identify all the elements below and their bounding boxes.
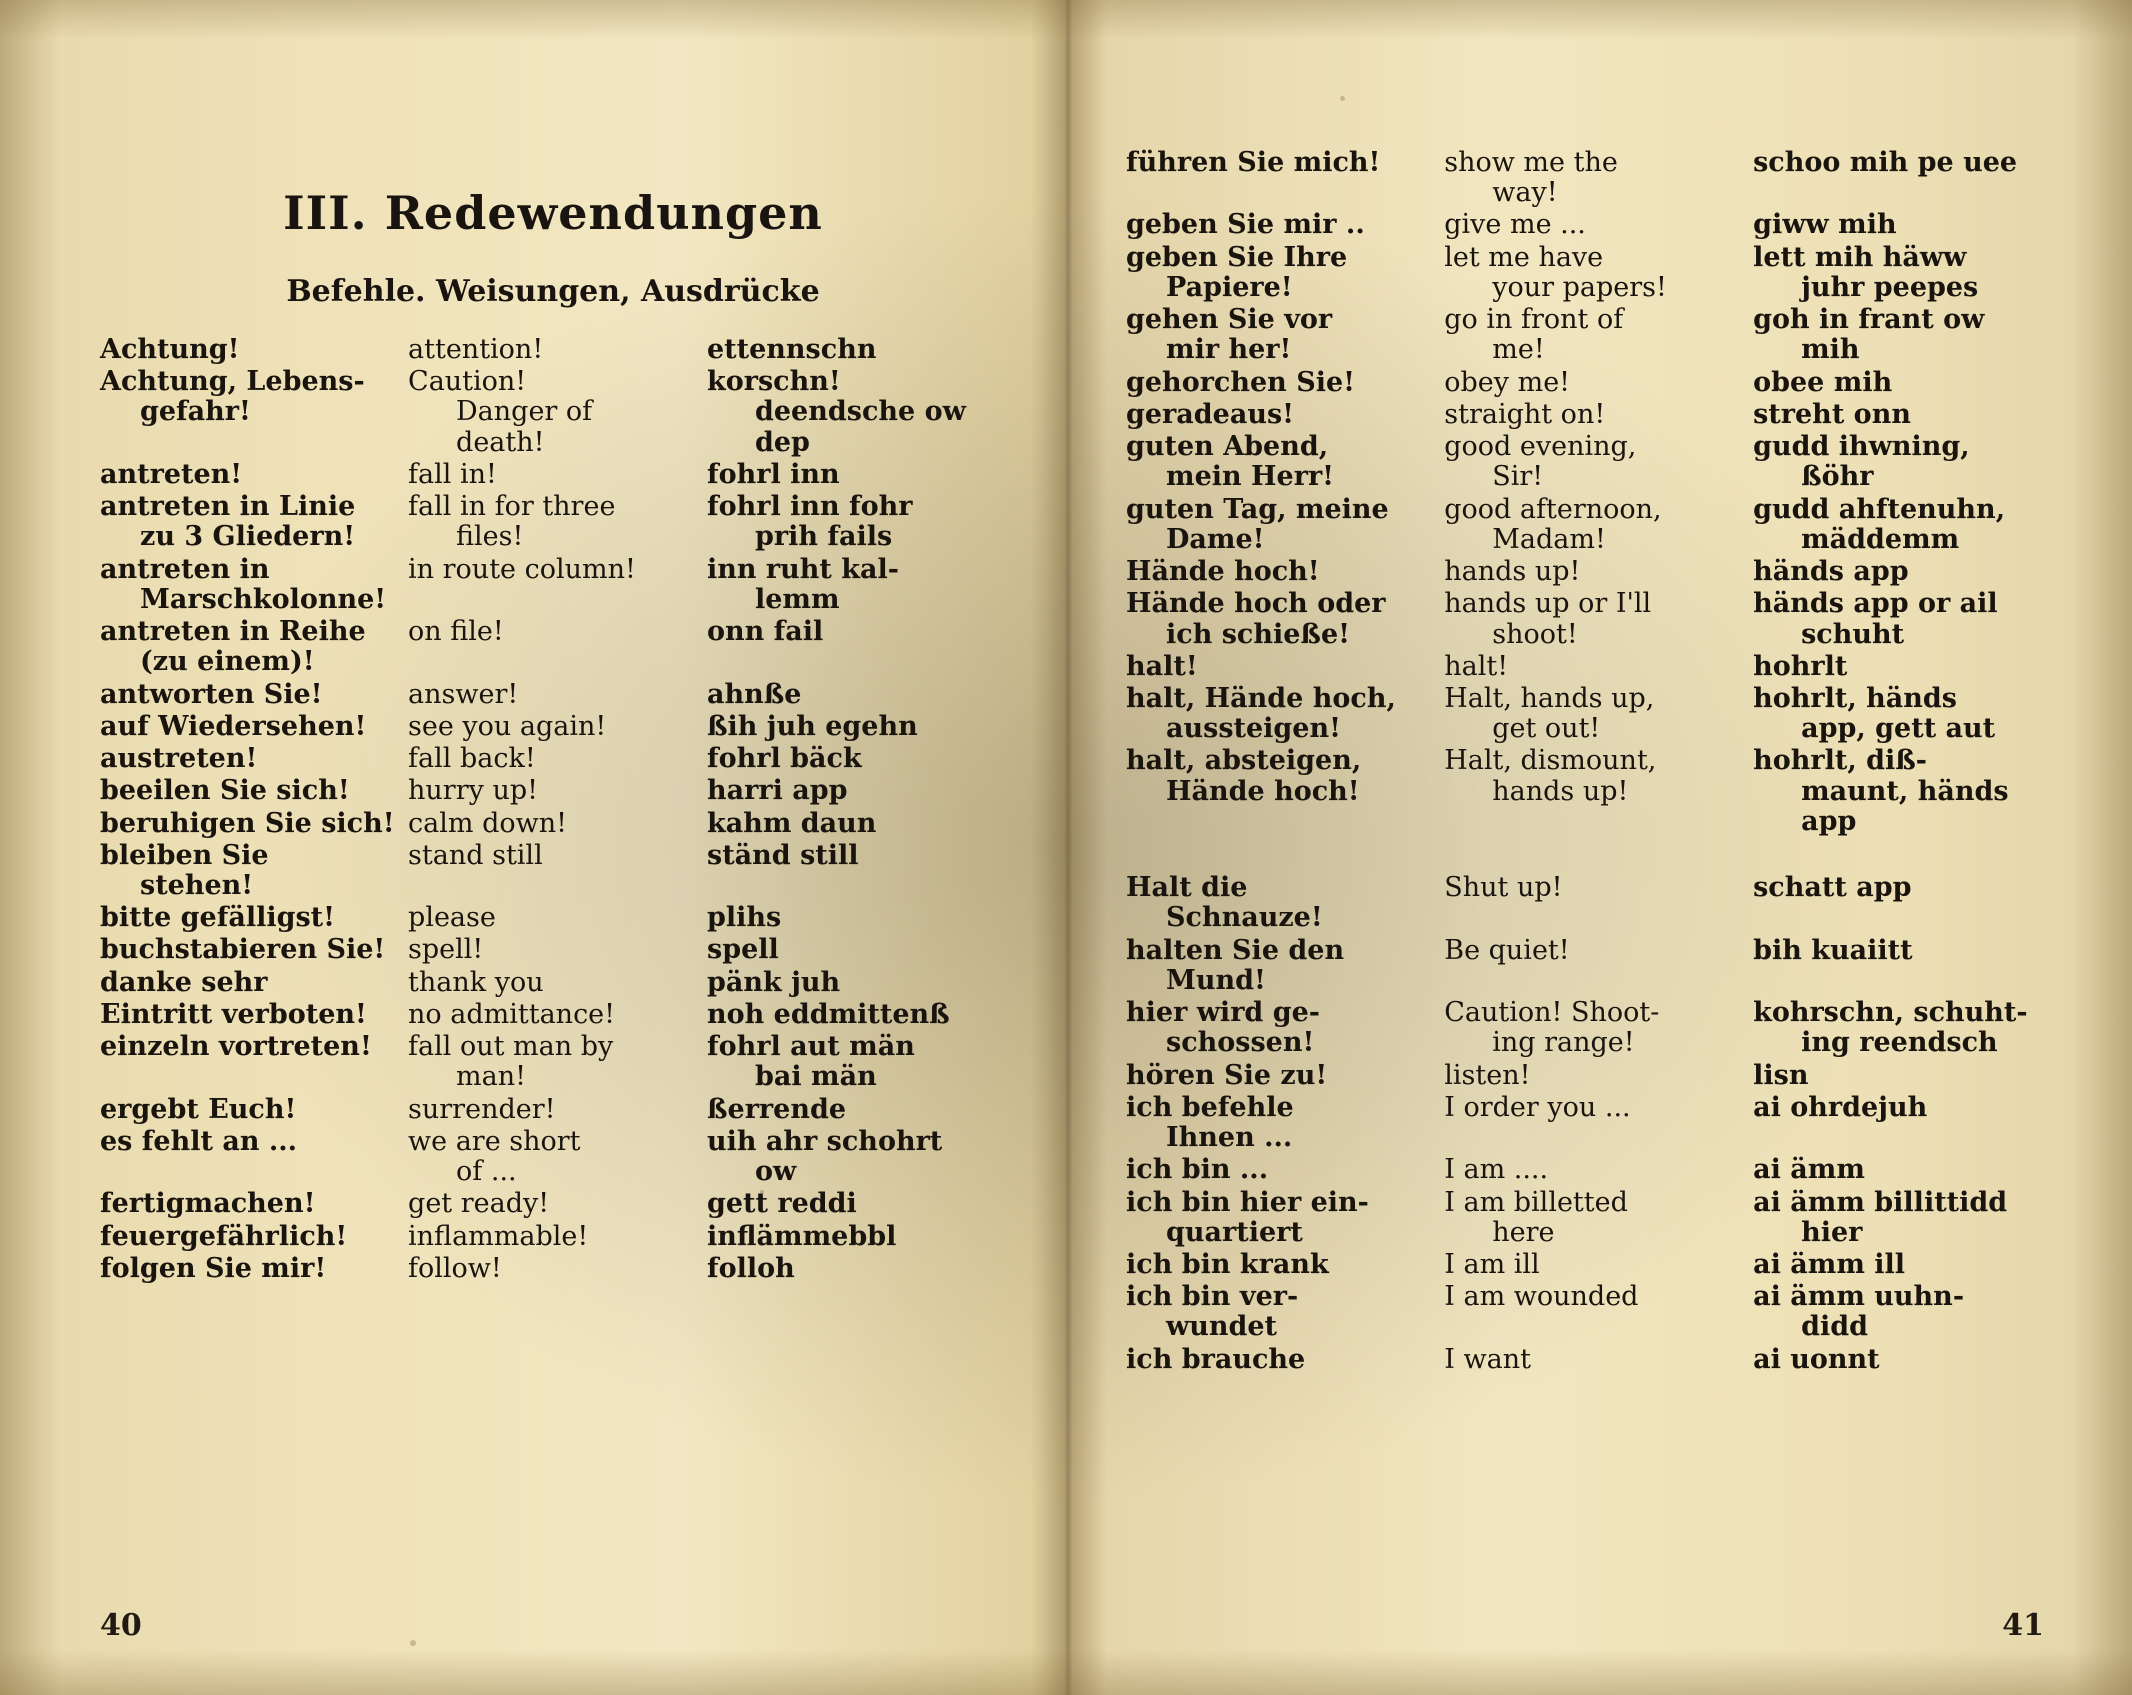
phrase-english: I am billetted here bbox=[1444, 1186, 1628, 1248]
phrase-row bbox=[100, 1254, 1006, 1284]
phrase-german: antreten in Marschkolonne! bbox=[100, 553, 387, 615]
phrase-english: hurry up! bbox=[408, 775, 538, 807]
phrase-row bbox=[1126, 1345, 2062, 1375]
phrase-german: guten Tag, meine Dame! bbox=[1126, 493, 1389, 555]
phrase-english: no admittance! bbox=[408, 998, 616, 1030]
section-gap bbox=[1126, 839, 2062, 873]
phrase-row bbox=[1126, 1093, 2062, 1153]
phrase-pronunciation: noh eddmittenß bbox=[707, 998, 950, 1030]
phrase-german: antreten in Reihe (zu einem)! bbox=[100, 616, 366, 678]
phrase-pronunciation: fohrl inn bbox=[707, 458, 840, 490]
phrase-pronunciation: schatt app bbox=[1753, 872, 1912, 904]
phrase-pronunciation: hohrlt bbox=[1753, 650, 1848, 682]
phrase-pronunciation: gudd ihwning, ßöhr bbox=[1753, 431, 1970, 493]
phrase-german: fertigmachen! bbox=[100, 1188, 316, 1220]
phrase-english: halt! bbox=[1444, 650, 1509, 682]
phrase-english: I am ill bbox=[1444, 1248, 1540, 1280]
phrase-german: feuergefährlich! bbox=[100, 1220, 348, 1252]
phrase-row bbox=[1126, 998, 2062, 1058]
phrase-pronunciation: bih kuaiitt bbox=[1753, 934, 1913, 966]
phrase-pronunciation: ai ämm bbox=[1753, 1154, 1865, 1186]
phrase-pronunciation: gudd ahftenuhn, mäddemm bbox=[1753, 493, 2006, 555]
phrase-german: Eintritt verboten! bbox=[100, 998, 367, 1030]
phrase-row bbox=[1126, 210, 2062, 240]
phrase-pronunciation: korschn! deendsche ow dep bbox=[707, 366, 966, 458]
phrase-german: guten Abend, mein Herr! bbox=[1126, 431, 1335, 493]
phrase-row bbox=[100, 1032, 1006, 1092]
phrase-english: calm down! bbox=[408, 807, 567, 839]
phrase-pronunciation: pänk juh bbox=[707, 966, 841, 998]
phrase-german: hören Sie zu! bbox=[1126, 1059, 1328, 1091]
phrase-english: go in front of me! bbox=[1444, 304, 1624, 366]
phrase-english: I am wounded bbox=[1444, 1281, 1639, 1313]
phrase-row bbox=[100, 968, 1006, 998]
phrase-german: ergebt Euch! bbox=[100, 1093, 297, 1125]
phrase-english: fall in for three files! bbox=[408, 491, 616, 553]
phrase-english: on file! bbox=[408, 616, 504, 648]
phrase-pronunciation: schoo mih pe uee bbox=[1753, 147, 2018, 178]
phrase-german: danke sehr bbox=[100, 966, 268, 998]
phrase-row bbox=[1126, 557, 2062, 587]
phrase-pronunciation: lett mih häww juhr peepes bbox=[1753, 241, 1979, 303]
phrase-row bbox=[100, 712, 1006, 742]
phrase-german: führen Sie mich! bbox=[1126, 147, 1381, 178]
phrase-pronunciation: streht onn bbox=[1753, 398, 1911, 430]
phrase-english: answer! bbox=[408, 678, 519, 710]
phrase-english: spell! bbox=[408, 934, 484, 966]
phrase-row bbox=[1126, 873, 2062, 933]
phrase-row bbox=[100, 335, 1006, 365]
phrase-row bbox=[1126, 1250, 2062, 1280]
phrase-english: I am .... bbox=[1444, 1154, 1549, 1186]
phrase-english: attention! bbox=[408, 334, 544, 365]
phrase-row bbox=[1126, 936, 2062, 996]
phrase-row bbox=[100, 555, 1006, 615]
phrase-german: einzeln vortreten! bbox=[100, 1031, 372, 1063]
phrase-row bbox=[100, 492, 1006, 552]
phrase-row bbox=[100, 367, 1006, 458]
phrase-german: buchstabieren Sie! bbox=[100, 934, 386, 966]
phrase-row bbox=[100, 460, 1006, 490]
phrase-row bbox=[1126, 652, 2062, 682]
phrase-german: beeilen Sie sich! bbox=[100, 775, 350, 807]
page-title: III. Redewendungen bbox=[283, 186, 823, 240]
phrase-pronunciation: folloh bbox=[707, 1252, 795, 1284]
phrase-row bbox=[1126, 684, 2062, 744]
phrase-pronunciation: plihs bbox=[707, 902, 782, 934]
phrase-english: let me have your papers! bbox=[1444, 241, 1667, 303]
phrase-english: fall in! bbox=[408, 458, 497, 490]
phrase-english: follow! bbox=[408, 1252, 502, 1284]
phrase-pronunciation: hohrlt, händs app, gett aut bbox=[1753, 682, 1996, 745]
phrase-english: in route column! bbox=[408, 553, 636, 585]
phrase-english: show me the way! bbox=[1444, 147, 1618, 209]
phrase-german: gehorchen Sie! bbox=[1126, 366, 1355, 398]
phrase-german: geradeaus! bbox=[1126, 398, 1295, 430]
phrase-pronunciation: fohrl inn fohr prih fails bbox=[707, 491, 913, 553]
phrase-pronunciation: inflämmebbl bbox=[707, 1220, 897, 1252]
phrase-english: Caution! Shoot- ing range! bbox=[1444, 997, 1660, 1059]
phrase-pronunciation: ai ämm ill bbox=[1753, 1248, 1906, 1280]
page-number-left: 40 bbox=[100, 1608, 142, 1643]
page-number-right: 41 bbox=[2002, 1608, 2044, 1643]
phrase-german: ich bin krank bbox=[1126, 1248, 1329, 1280]
phrase-english: hands up! bbox=[1444, 556, 1581, 588]
phrase-row bbox=[1126, 243, 2062, 303]
phrase-german: es fehlt an ... bbox=[100, 1125, 298, 1157]
phrase-pronunciation: ßerrende bbox=[707, 1093, 847, 1125]
phrase-english: I order you ... bbox=[1444, 1091, 1631, 1123]
phrase-row bbox=[100, 841, 1006, 901]
phrase-row bbox=[1126, 1155, 2062, 1185]
phrase-english: surrender! bbox=[408, 1093, 556, 1125]
phrase-pronunciation: ßih juh egehn bbox=[707, 710, 918, 742]
phrase-row bbox=[100, 1127, 1006, 1187]
phrase-row bbox=[1126, 148, 2062, 208]
phrase-row bbox=[1126, 400, 2062, 430]
phrase-german: ich bin ver- wundet bbox=[1126, 1281, 1299, 1343]
phrase-row bbox=[1126, 1061, 2062, 1091]
phrase-pronunciation: gett reddi bbox=[707, 1188, 857, 1220]
phrase-row bbox=[1126, 432, 2062, 492]
phrase-english: Shut up! bbox=[1444, 872, 1563, 904]
phrase-english: hands up or I'll shoot! bbox=[1444, 588, 1652, 650]
phrase-list-right bbox=[1126, 148, 2062, 1375]
phrase-pronunciation: harri app bbox=[707, 775, 848, 807]
phrase-pronunciation: kahm daun bbox=[707, 807, 877, 839]
phrase-english: we are short of ... bbox=[408, 1125, 581, 1188]
phrase-pronunciation: ai uonnt bbox=[1753, 1343, 1880, 1375]
phrase-german: ich befehle Ihnen ... bbox=[1126, 1091, 1294, 1154]
page-subtitle: Befehle. Weisungen, Ausdrücke bbox=[286, 274, 820, 309]
phrase-english: Halt, hands up, get out! bbox=[1444, 682, 1655, 745]
phrase-german: ich brauche bbox=[1126, 1343, 1306, 1375]
phrase-pronunciation: giww mih bbox=[1753, 209, 1897, 241]
phrase-german: Achtung! bbox=[100, 334, 240, 365]
phrase-english: stand still bbox=[408, 839, 543, 871]
phrase-row bbox=[100, 809, 1006, 839]
phrase-row bbox=[100, 680, 1006, 710]
phrase-german: antreten! bbox=[100, 458, 243, 490]
phrase-row bbox=[100, 1000, 1006, 1030]
phrase-german: Achtung, Lebens- gefahr! bbox=[100, 366, 365, 428]
phrase-pronunciation: händs app bbox=[1753, 556, 1909, 588]
phrase-row bbox=[1126, 589, 2062, 649]
phrase-row bbox=[1126, 1188, 2062, 1248]
phrase-german: ich bin hier ein- quartiert bbox=[1126, 1186, 1369, 1248]
phrase-german: halten Sie den Mund! bbox=[1126, 934, 1345, 996]
phrase-german: geben Sie mir .. bbox=[1126, 209, 1365, 241]
phrase-german: folgen Sie mir! bbox=[100, 1252, 327, 1284]
phrase-pronunciation: ettennschn bbox=[707, 334, 877, 365]
phrase-english: I want bbox=[1444, 1343, 1531, 1375]
phrase-german: halt, Hände hoch, aussteigen! bbox=[1126, 682, 1396, 745]
phrase-row bbox=[100, 1095, 1006, 1125]
phrase-pronunciation: lisn bbox=[1753, 1059, 1809, 1091]
phrase-english: obey me! bbox=[1444, 366, 1571, 398]
phrase-german: Hände hoch oder ich schieße! bbox=[1126, 588, 1386, 650]
phrase-pronunciation: ständ still bbox=[707, 839, 859, 871]
phrase-pronunciation: händs app or ail schuht bbox=[1753, 588, 1998, 650]
phrase-pronunciation: inn ruht kal- lemm bbox=[707, 553, 899, 615]
phrase-pronunciation: ai ohrdejuh bbox=[1753, 1091, 1928, 1123]
phrase-german: Hände hoch! bbox=[1126, 556, 1320, 588]
phrase-pronunciation: ahnße bbox=[707, 678, 802, 710]
phrase-english: fall out man by man! bbox=[408, 1031, 614, 1093]
phrase-english: listen! bbox=[1444, 1059, 1531, 1091]
phrase-german: gehen Sie vor mir her! bbox=[1126, 304, 1333, 366]
phrase-english: fall back! bbox=[408, 743, 536, 775]
phrase-german: bleiben Sie stehen! bbox=[100, 839, 269, 901]
phrase-english: give me ... bbox=[1444, 209, 1586, 241]
phrase-row bbox=[1126, 495, 2062, 555]
page-right bbox=[1066, 0, 2132, 1695]
phrase-pronunciation: onn fail bbox=[707, 616, 824, 648]
phrase-row bbox=[100, 776, 1006, 806]
phrase-german: Halt die Schnauze! bbox=[1126, 872, 1323, 934]
phrase-german: antworten Sie! bbox=[100, 678, 323, 710]
phrase-row bbox=[100, 744, 1006, 774]
phrase-german: bitte gefälligst! bbox=[100, 902, 335, 934]
phrase-german: auf Wiedersehen! bbox=[100, 710, 367, 742]
phrase-row bbox=[100, 617, 1006, 677]
phrase-german: halt, absteigen, Hände hoch! bbox=[1126, 745, 1362, 807]
phrase-row bbox=[100, 1222, 1006, 1252]
phrase-pronunciation: kohrschn, schuht- ing reendsch bbox=[1753, 997, 2028, 1059]
phrase-row bbox=[1126, 1282, 2062, 1342]
phrase-pronunciation: obee mih bbox=[1753, 366, 1893, 398]
phrase-english: Caution! Danger of death! bbox=[408, 366, 593, 458]
phrase-english: thank you bbox=[408, 966, 544, 998]
phrase-pronunciation: goh in frant ow mih bbox=[1753, 304, 1985, 366]
phrase-english: get ready! bbox=[408, 1188, 550, 1220]
phrase-row bbox=[1126, 746, 2062, 837]
phrase-english: Be quiet! bbox=[1444, 934, 1570, 966]
phrase-pronunciation: fohrl aut män bai män bbox=[707, 1031, 915, 1093]
phrase-german: hier wird ge- schossen! bbox=[1126, 997, 1320, 1059]
phrase-row bbox=[1126, 305, 2062, 365]
phrase-english: straight on! bbox=[1444, 398, 1606, 430]
phrase-pronunciation: spell bbox=[707, 934, 779, 966]
phrase-german: geben Sie Ihre Papiere! bbox=[1126, 241, 1348, 303]
phrase-english: good afternoon, Madam! bbox=[1444, 493, 1662, 555]
phrase-pronunciation: uih ahr schohrt ow bbox=[707, 1125, 943, 1188]
phrase-english: see you again! bbox=[408, 710, 607, 742]
phrase-german: antreten in Linie zu 3 Gliedern! bbox=[100, 491, 356, 553]
phrase-german: beruhigen Sie sich! bbox=[100, 807, 395, 839]
phrase-pronunciation: hohrlt, diß- maunt, händs app bbox=[1753, 745, 2009, 837]
phrase-row bbox=[1126, 368, 2062, 398]
phrase-english: good evening, Sir! bbox=[1444, 431, 1637, 493]
phrase-row bbox=[100, 1189, 1006, 1219]
phrase-english: inflammable! bbox=[408, 1220, 589, 1252]
phrase-row bbox=[100, 935, 1006, 965]
phrase-pronunciation: ai ämm uuhn- didd bbox=[1753, 1281, 1965, 1343]
phrase-list-left bbox=[100, 335, 1006, 1284]
phrase-pronunciation: fohrl bäck bbox=[707, 743, 862, 775]
phrase-english: please bbox=[408, 902, 496, 934]
phrase-pronunciation: ai ämm billittidd hier bbox=[1753, 1186, 2008, 1248]
phrase-german: ich bin ... bbox=[1126, 1154, 1269, 1186]
phrase-german: austreten! bbox=[100, 743, 258, 775]
phrase-row bbox=[100, 903, 1006, 933]
phrase-german: halt! bbox=[1126, 650, 1198, 682]
phrase-english: Halt, dismount, hands up! bbox=[1444, 745, 1657, 807]
